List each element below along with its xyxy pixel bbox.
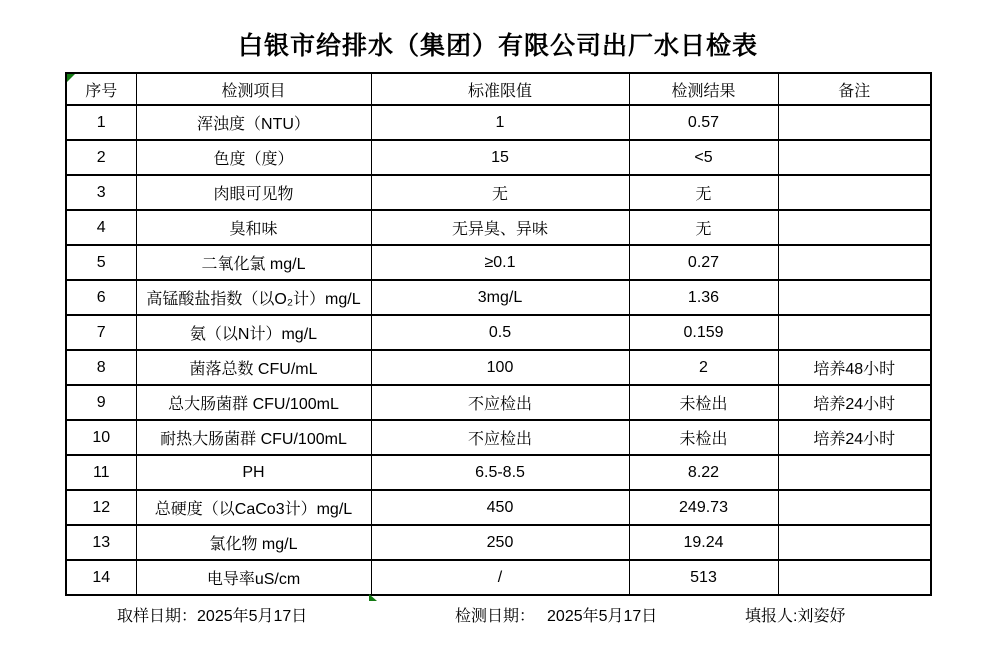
cell-note [778, 490, 931, 525]
cell-no: 1 [66, 105, 136, 140]
cell-item: 电导率uS/cm [136, 560, 371, 595]
cell-result: 无 [629, 175, 778, 210]
cell-item: 总大肠菌群 CFU/100mL [136, 385, 371, 420]
cell-note [778, 560, 931, 595]
table-row [66, 490, 931, 525]
cell-limit: / [371, 560, 629, 595]
cell-result: 无 [629, 210, 778, 245]
cell-result: 未检出 [629, 420, 778, 455]
reporter-label: 填报人: [745, 608, 798, 625]
cell-item: 肉眼可见物 [136, 175, 371, 210]
cell-note: 培养48小时 [778, 350, 931, 385]
cell-no: 14 [66, 560, 136, 595]
cell-no: 9 [66, 385, 136, 420]
cell-result: 19.24 [629, 525, 778, 560]
cell-item: 臭和味 [136, 210, 371, 245]
cell-item: 色度（度） [136, 140, 371, 175]
cell-no: 12 [66, 490, 136, 525]
cell-item: 耐热大肠菌群 CFU/100mL [136, 420, 371, 455]
cell-no: 5 [66, 245, 136, 280]
header-no: 序号 [66, 73, 136, 105]
sample-date [117, 603, 307, 626]
cell-item: 总硬度（以CaCo3计）mg/L [136, 490, 371, 525]
cell-item: 菌落总数 CFU/mL [136, 350, 371, 385]
test-date [455, 603, 657, 626]
table-row [66, 315, 931, 350]
cell-result: 2 [629, 350, 778, 385]
cell-note [778, 280, 931, 315]
header-row [66, 73, 931, 105]
cell-item: 氯化物 mg/L [136, 525, 371, 560]
table-row [66, 210, 931, 245]
cell-result: 0.27 [629, 245, 778, 280]
table-row [66, 385, 931, 420]
table-row [66, 175, 931, 210]
sample-date-value: 2025年5月17日 [197, 608, 308, 625]
header-note: 备注 [778, 73, 931, 105]
cell-result: <5 [629, 140, 778, 175]
table-row [66, 560, 931, 595]
cell-note [778, 315, 931, 350]
cell-item: 高锰酸盐指数（以O₂计）mg/L [136, 280, 371, 315]
cell-limit: 无 [371, 175, 629, 210]
table-row [66, 455, 931, 490]
cell-no: 7 [66, 315, 136, 350]
page-title: 白银市给排水（集团）有限公司出厂水日检表 [237, 32, 758, 60]
reporter [745, 603, 845, 626]
cell-no: 13 [66, 525, 136, 560]
cell-limit: 15 [371, 140, 629, 175]
green-corner-marker-bottom-icon [369, 594, 377, 602]
water-quality-table [65, 72, 932, 596]
cell-note: 培养24小时 [778, 385, 931, 420]
table-row [66, 140, 931, 175]
cell-item: 二氧化氯 mg/L [136, 245, 371, 280]
table-row [66, 245, 931, 280]
cell-limit: 250 [371, 525, 629, 560]
header-limit: 标准限值 [371, 73, 629, 105]
cell-result: 未检出 [629, 385, 778, 420]
green-corner-marker-icon [67, 74, 75, 82]
table-row [66, 350, 931, 385]
cell-no: 6 [66, 280, 136, 315]
test-date-value: 2025年5月17日 [547, 608, 658, 625]
cell-item: PH [136, 455, 371, 490]
table-row [66, 280, 931, 315]
cell-note [778, 525, 931, 560]
cell-item: 氨（以N计）mg/L [136, 315, 371, 350]
cell-result: 8.22 [629, 455, 778, 490]
reporter-name: 刘姿妤 [797, 608, 846, 625]
cell-limit: 100 [371, 350, 629, 385]
cell-limit: 不应检出 [371, 385, 629, 420]
cell-limit: 1 [371, 105, 629, 140]
cell-result: 513 [629, 560, 778, 595]
cell-result: 249.73 [629, 490, 778, 525]
cell-limit: 无异臭、异味 [371, 210, 629, 245]
cell-note [778, 210, 931, 245]
cell-limit: 0.5 [371, 315, 629, 350]
cell-no: 3 [66, 175, 136, 210]
header-item: 检测项目 [136, 73, 371, 105]
header-result: 检测结果 [629, 73, 778, 105]
cell-result: 1.36 [629, 280, 778, 315]
cell-limit: 450 [371, 490, 629, 525]
cell-limit: 不应检出 [371, 420, 629, 455]
cell-no: 10 [66, 420, 136, 455]
cell-no: 2 [66, 140, 136, 175]
cell-result: 0.57 [629, 105, 778, 140]
cell-note [778, 140, 931, 175]
cell-note [778, 105, 931, 140]
cell-limit: 6.5-8.5 [371, 455, 629, 490]
cell-note [778, 455, 931, 490]
table-row [66, 525, 931, 560]
cell-note [778, 175, 931, 210]
cell-no: 11 [66, 455, 136, 490]
table-row [66, 420, 931, 455]
table-row [66, 105, 931, 140]
cell-no: 8 [66, 350, 136, 385]
cell-result: 0.159 [629, 315, 778, 350]
sample-date-label: 取样日期： [117, 608, 198, 625]
cell-no: 4 [66, 210, 136, 245]
test-date-label: 检测日期： [455, 608, 536, 625]
cell-limit: 3mg/L [371, 280, 629, 315]
cell-limit: ≥0.1 [371, 245, 629, 280]
inspection-table-container [65, 72, 932, 596]
cell-note: 培养24小时 [778, 420, 931, 455]
cell-note [778, 245, 931, 280]
cell-item: 浑浊度（NTU） [136, 105, 371, 140]
